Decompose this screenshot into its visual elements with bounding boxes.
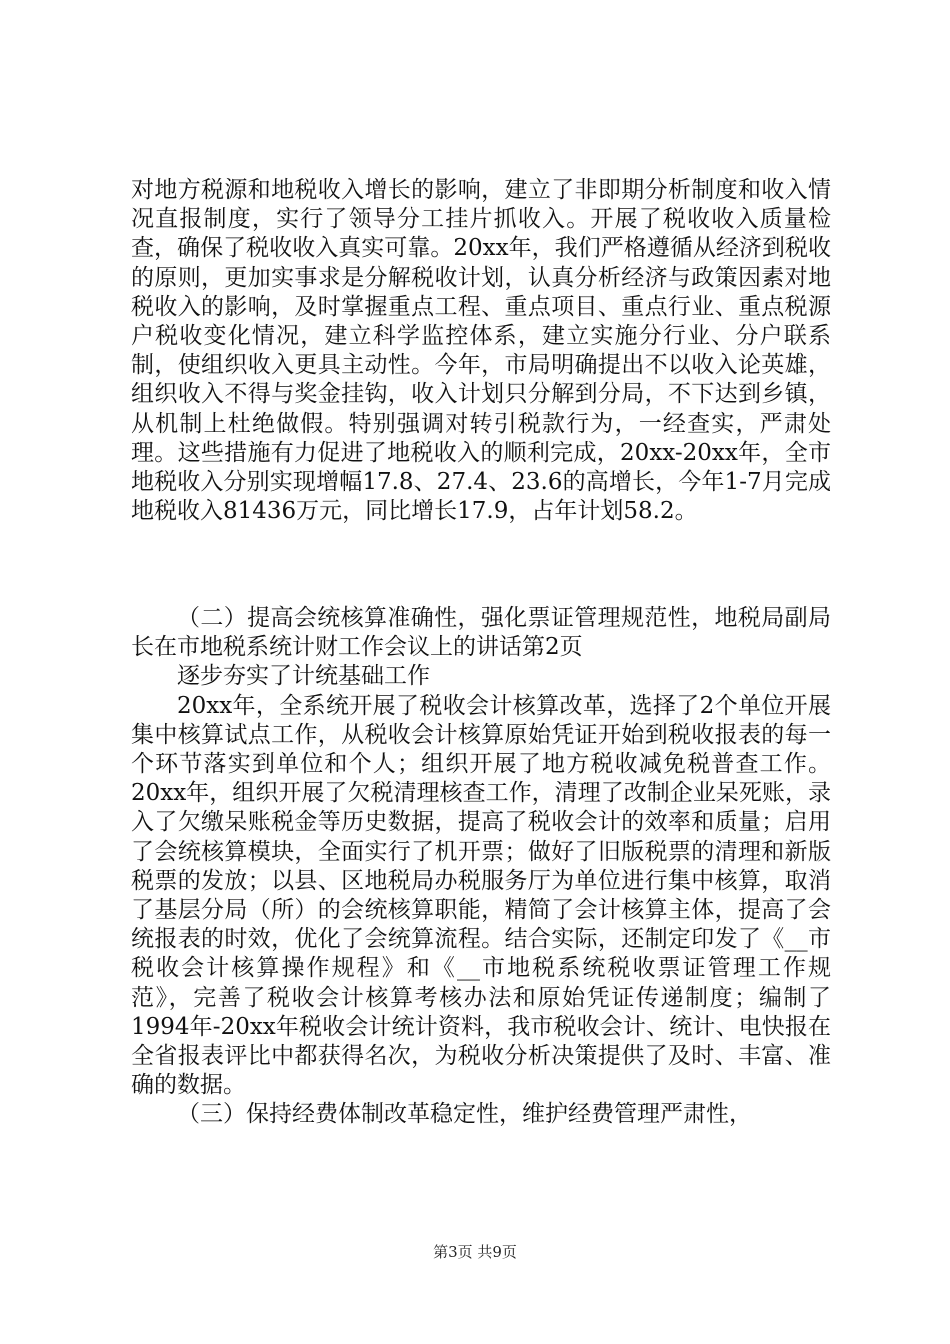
section-2-body: 20xx年，全系统开展了税收会计核算改革，选择了2个单位开展集中核算试点工作，从税收会计核算原始凭证开始到税收报表的每一个环节落实到单位和个人；组织开展了地方税收减免税普查工作。20xx年，组织开展了欠税清理核查工作，清理了改制企业呆死账，录入了欠缴呆账税金等历史数据，提高了税收会计的效率和质量；启用了会统核算模块，全面实行了机开票；做好了旧版税票的清理和新版税票的发放；以县、区地税局办税服务厅为单位进行集中核算，取消了基层分局（所）的会统核算职能，精简了会计核算主体，提高了会统报表的时效，优化了会统算流程。结合实际，还制定印发了《__市税收会计核算操作规程》和《__市地税系统税收票证管理工作规范》，完善了税收会计核算考核办法和原始凭证传递制度；编制了1994年-20xx年税收会计统计资料，我市税收会计、统计、电快报在全省报表评比中都获得名次，为税收分析决策提供了及时、丰富、准确的数据。 xyxy=(131,692,831,1099)
section-3-heading: （三）保持经费体制改革稳定性，维护经费管理严肃性， xyxy=(177,1101,752,1128)
body-text-top xyxy=(131,176,831,526)
paragraph-revenue-growth: 对地方税源和地税收入增长的影响，建立了非即期分析制度和收入情况直报制度，实行了领导分工挂片抓收入。开展了税收收入质量检查，确保了税收收入真实可靠。20xx年，我们严格遵循从经济到税收的原则，更加实事求是分解税收计划，认真分析经济与政策因素对地税收入的影响，及时掌握重点工程、重点项目、重点行业、重点税源户税收变化情况，建立科学监控体系，建立实施分行业、分户联系制，使组织收入更具主动性。今年，市局明确提出不以收入论英雄，组织收入不得与奖金挂钩，收入计划只分解到分局，不下达到乡镇，从机制上杜绝做假。特别强调对转引税款行为，一经查实，严肃处理。这些措施有力促进了地税收入的顺利完成，20xx-20xx年，全市地税收入分别实现增幅17.8、27.4、23.6的高增长，今年1-7月完成地税收入81436万元，同比增长17.9，占年计划58.2。 xyxy=(131,177,831,525)
page-number-label: 第3页 共9页 xyxy=(433,1243,517,1261)
page-footer xyxy=(0,1242,950,1262)
body-text-sections xyxy=(131,604,831,1130)
section-2-subheading: 逐步夯实了计统基础工作 xyxy=(177,663,430,690)
section-2-heading: （二）提高会统核算准确性，强化票证管理规范性，地税局副局长在市地税系统计财工作会议上的讲话第2页 xyxy=(131,605,831,661)
